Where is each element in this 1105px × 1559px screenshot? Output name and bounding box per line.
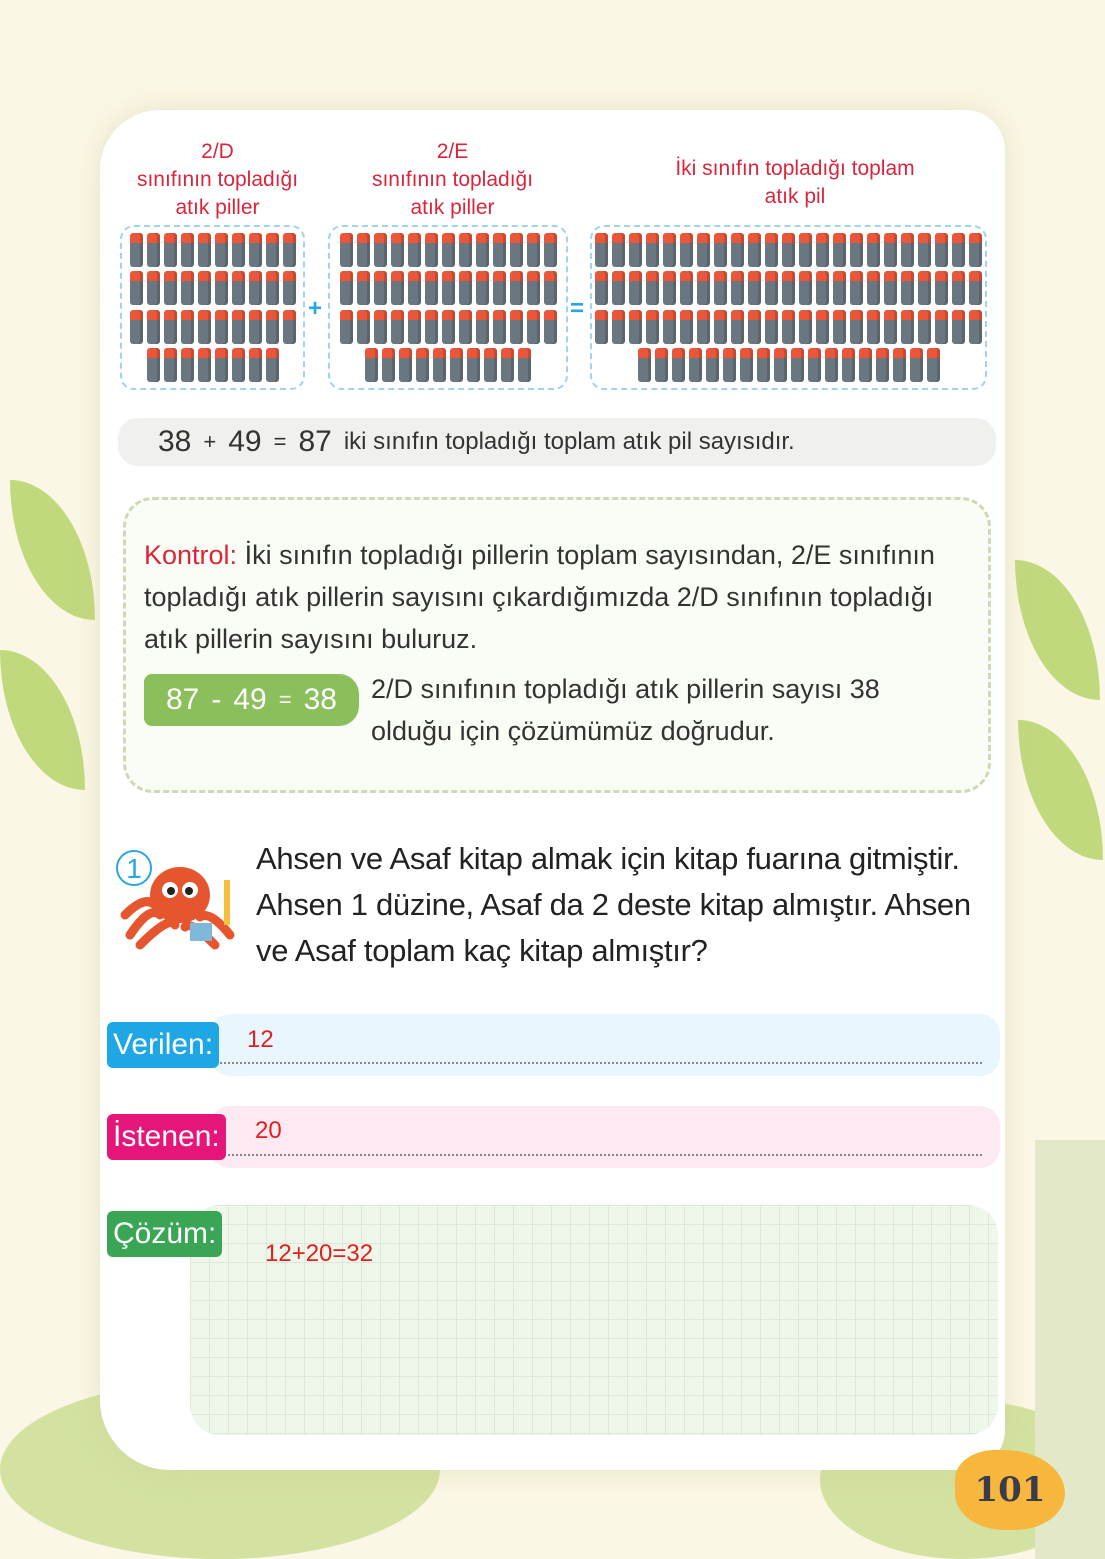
battery-icon — [493, 233, 506, 267]
battery-icon — [527, 310, 540, 344]
plus-sign: + — [308, 295, 323, 322]
battery-icon — [748, 271, 761, 305]
header-line: atık pil — [764, 185, 826, 208]
cozum-answer: 12+20=32 — [265, 1240, 374, 1267]
battery-icon — [935, 271, 948, 305]
battery-icon — [595, 310, 608, 344]
battery-icon — [833, 271, 846, 305]
battery-icon — [850, 271, 863, 305]
battery-icon — [697, 310, 710, 344]
battery-icon — [416, 348, 429, 382]
battery-icon — [266, 310, 279, 344]
battery-icon — [215, 233, 228, 267]
battery-icon — [765, 233, 778, 267]
battery-icon — [646, 233, 659, 267]
battery-icon — [884, 233, 897, 267]
battery-icon — [850, 310, 863, 344]
header-line: 2/D — [201, 140, 234, 163]
eq-number: 49 — [233, 683, 267, 716]
battery-icon — [799, 310, 812, 344]
battery-icon — [544, 310, 557, 344]
battery-icon — [130, 233, 143, 267]
battery-icon — [181, 348, 194, 382]
kontrol-text — [144, 534, 944, 660]
battery-icon — [340, 233, 353, 267]
battery-icon — [859, 348, 872, 382]
battery-icon — [952, 271, 965, 305]
battery-icon — [748, 233, 761, 267]
battery-icon — [357, 310, 370, 344]
battery-icon — [697, 271, 710, 305]
battery-icon — [215, 348, 228, 382]
eq-op: - — [211, 683, 222, 716]
battery-icon — [757, 348, 770, 382]
eq-number: 38 — [303, 683, 337, 716]
background-leaf — [10, 480, 95, 620]
page-number: 101 — [955, 1450, 1065, 1530]
battery-icon — [408, 310, 421, 344]
battery-icon — [765, 310, 778, 344]
battery-icon — [927, 348, 940, 382]
battery-icon — [391, 271, 404, 305]
battery-icon — [365, 348, 378, 382]
battery-icon — [969, 310, 982, 344]
battery-icon — [459, 271, 472, 305]
check-equation — [144, 674, 359, 726]
battery-icon — [884, 271, 897, 305]
battery-icon — [714, 233, 727, 267]
battery-icon — [799, 271, 812, 305]
battery-icon — [510, 271, 523, 305]
battery-icon — [283, 271, 296, 305]
battery-icon — [952, 310, 965, 344]
eq-op: + — [203, 429, 217, 454]
battery-icon — [493, 310, 506, 344]
battery-icon — [374, 271, 387, 305]
header-2e — [355, 138, 550, 222]
battery-group-2d — [120, 225, 305, 390]
battery-icon — [433, 348, 446, 382]
battery-row — [638, 348, 940, 382]
battery-row — [130, 310, 296, 344]
battery-icon — [181, 233, 194, 267]
battery-icon — [459, 233, 472, 267]
verilen-answer: 12 — [247, 1026, 274, 1053]
header-line: atık piller — [410, 196, 495, 219]
kontrol-box — [123, 497, 991, 793]
battery-icon — [147, 233, 160, 267]
battery-icon — [382, 348, 395, 382]
istenen-answer-line[interactable] — [220, 1142, 982, 1156]
battery-row — [595, 310, 982, 344]
battery-icon — [215, 310, 228, 344]
battery-icon — [164, 310, 177, 344]
battery-icon — [374, 233, 387, 267]
battery-icon — [357, 271, 370, 305]
battery-icon — [740, 348, 753, 382]
battery-icon — [442, 310, 455, 344]
battery-icon — [867, 271, 880, 305]
battery-icon — [918, 233, 931, 267]
battery-icon — [391, 233, 404, 267]
battery-row — [130, 271, 296, 305]
battery-icon — [544, 233, 557, 267]
battery-icon — [816, 233, 829, 267]
verilen-label: Verilen: — [107, 1022, 219, 1068]
eq-op: = — [273, 429, 287, 454]
battery-icon — [544, 271, 557, 305]
eq-number: 49 — [228, 425, 262, 458]
battery-icon — [493, 271, 506, 305]
battery-icon — [816, 271, 829, 305]
battery-icon — [510, 233, 523, 267]
battery-icon — [850, 233, 863, 267]
battery-icon — [283, 310, 296, 344]
verilen-answer-line[interactable] — [220, 1050, 982, 1064]
cozum-label: Çözüm: — [107, 1211, 222, 1257]
battery-icon — [663, 271, 676, 305]
battery-icon — [198, 233, 211, 267]
battery-icon — [680, 310, 693, 344]
equals-sign: = — [570, 295, 585, 322]
battery-icon — [484, 348, 497, 382]
eq-number: 38 — [158, 425, 192, 458]
battery-icon — [918, 271, 931, 305]
battery-icon — [249, 348, 262, 382]
battery-icon — [595, 271, 608, 305]
battery-row — [340, 233, 557, 267]
eq-op: = — [278, 687, 292, 712]
battery-icon — [232, 271, 245, 305]
battery-icon — [952, 233, 965, 267]
battery-icon — [731, 233, 744, 267]
battery-icon — [425, 233, 438, 267]
battery-row — [147, 348, 279, 382]
header-line: atık piller — [175, 196, 260, 219]
battery-icon — [147, 348, 160, 382]
battery-icon — [249, 271, 262, 305]
battery-icon — [646, 310, 659, 344]
battery-icon — [833, 310, 846, 344]
battery-icon — [791, 348, 804, 382]
battery-icon — [918, 310, 931, 344]
battery-icon — [198, 348, 211, 382]
battery-icon — [181, 271, 194, 305]
battery-icon — [510, 310, 523, 344]
battery-icon — [663, 310, 676, 344]
battery-icon — [232, 310, 245, 344]
eq-text: iki sınıfın topladığı toplam atık pil sayısıdır. — [343, 428, 795, 455]
battery-icon — [340, 271, 353, 305]
battery-icon — [731, 271, 744, 305]
istenen-lane — [210, 1106, 1000, 1168]
battery-icon — [723, 348, 736, 382]
battery-icon — [893, 348, 906, 382]
battery-icon — [612, 310, 625, 344]
battery-icon — [215, 271, 228, 305]
battery-icon — [374, 310, 387, 344]
battery-icon — [774, 348, 787, 382]
battery-icon — [249, 233, 262, 267]
battery-icon — [425, 271, 438, 305]
background-leaf — [1018, 720, 1103, 860]
header-line: İki sınıfın topladığı toplam — [675, 157, 915, 180]
battery-icon — [663, 233, 676, 267]
battery-icon — [357, 233, 370, 267]
battery-row — [340, 271, 557, 305]
battery-icon — [629, 271, 642, 305]
battery-icon — [408, 233, 421, 267]
battery-icon — [842, 348, 855, 382]
battery-icon — [476, 310, 489, 344]
battery-icon — [638, 348, 651, 382]
battery-icon — [697, 233, 710, 267]
battery-icon — [442, 271, 455, 305]
verilen-lane — [210, 1014, 1000, 1076]
battery-icon — [910, 348, 923, 382]
battery-icon — [340, 310, 353, 344]
header-line: sınıfının topladığı — [136, 168, 299, 191]
battery-row — [340, 310, 557, 344]
battery-icon — [867, 233, 880, 267]
battery-icon — [816, 310, 829, 344]
battery-icon — [164, 271, 177, 305]
battery-icon — [808, 348, 821, 382]
battery-icon — [867, 310, 880, 344]
battery-icon — [935, 310, 948, 344]
kontrol-check-row — [144, 668, 968, 752]
battery-icon — [442, 233, 455, 267]
battery-icon — [629, 233, 642, 267]
battery-icon — [612, 271, 625, 305]
battery-icon — [459, 310, 472, 344]
battery-icon — [249, 310, 262, 344]
battery-icon — [501, 348, 514, 382]
battery-icon — [969, 271, 982, 305]
battery-icon — [901, 310, 914, 344]
battery-icon — [901, 233, 914, 267]
battery-icon — [782, 233, 795, 267]
battery-row — [365, 348, 531, 382]
battery-icon — [833, 233, 846, 267]
battery-icon — [612, 233, 625, 267]
battery-icon — [901, 271, 914, 305]
battery-icon — [476, 233, 489, 267]
equation-bar — [118, 418, 996, 466]
battery-icon — [232, 348, 245, 382]
istenen-label: İstenen: — [107, 1114, 226, 1160]
battery-icon — [198, 310, 211, 344]
battery-icon — [164, 233, 177, 267]
battery-icon — [399, 348, 412, 382]
battery-icon — [527, 271, 540, 305]
header-2d — [120, 138, 315, 222]
battery-icon — [706, 348, 719, 382]
battery-icon — [969, 233, 982, 267]
battery-icon — [408, 271, 421, 305]
battery-icon — [731, 310, 744, 344]
battery-icon — [266, 233, 279, 267]
battery-icon — [595, 233, 608, 267]
battery-icon — [680, 271, 693, 305]
battery-icon — [680, 233, 693, 267]
battery-icon — [130, 271, 143, 305]
battery-icon — [714, 310, 727, 344]
battery-icon — [765, 271, 778, 305]
battery-row — [130, 233, 296, 267]
battery-icon — [825, 348, 838, 382]
istenen-answer: 20 — [255, 1117, 282, 1144]
battery-icon — [714, 271, 727, 305]
battery-icon — [467, 348, 480, 382]
eq-number: 87 — [166, 683, 200, 716]
eq-number: 87 — [298, 425, 332, 458]
battery-icon — [283, 233, 296, 267]
battery-icon — [689, 348, 702, 382]
battery-icon — [527, 233, 540, 267]
header-line: sınıfının topladığı — [371, 168, 534, 191]
header-line: 2/E — [436, 140, 469, 163]
battery-row — [595, 233, 982, 267]
battery-icon — [646, 271, 659, 305]
battery-icon — [130, 310, 143, 344]
battery-icon — [198, 271, 211, 305]
battery-icon — [655, 348, 668, 382]
battery-icon — [266, 271, 279, 305]
battery-icon — [232, 233, 245, 267]
battery-icon — [782, 271, 795, 305]
battery-icon — [476, 271, 489, 305]
battery-icon — [391, 310, 404, 344]
battery-icon — [748, 310, 761, 344]
battery-group-total — [590, 225, 987, 390]
battery-icon — [672, 348, 685, 382]
background-leaf — [1015, 560, 1100, 700]
battery-icon — [935, 233, 948, 267]
battery-group-2e — [328, 225, 568, 390]
battery-icon — [782, 310, 795, 344]
question-text: Ahsen ve Asaf kitap almak için kitap fuarına gitmiştir. Ahsen 1 düzine, Asaf da 2 deste kitap almıştır. Ahsen ve Asaf toplam kaç kitap almıştır? — [256, 841, 971, 968]
battery-icon — [147, 271, 160, 305]
battery-icon — [876, 348, 889, 382]
background-leaf — [0, 650, 85, 790]
question-number: 1 — [116, 850, 152, 886]
kontrol-label: Kontrol: — [144, 540, 238, 570]
battery-icon — [799, 233, 812, 267]
kontrol-body: İki sınıfın topladığı pillerin toplam sayısından, 2/E sınıfının topladığı atık pillerin sayısını çıkardığımızda 2/D sınıfının topladığı atık pillerin sayısını buluruz. — [144, 540, 935, 654]
battery-icon — [425, 310, 438, 344]
battery-icon — [450, 348, 463, 382]
header-total — [640, 155, 950, 211]
battery-row — [595, 271, 982, 305]
battery-icon — [884, 310, 897, 344]
battery-icon — [181, 310, 194, 344]
battery-icon — [147, 310, 160, 344]
battery-icon — [266, 348, 279, 382]
kontrol-conclusion: 2/D sınıfının topladığı atık pillerin sayısı 38 olduğu için çözümümüz doğrudur. — [371, 674, 880, 746]
battery-icon — [164, 348, 177, 382]
battery-icon — [518, 348, 531, 382]
battery-icon — [629, 310, 642, 344]
